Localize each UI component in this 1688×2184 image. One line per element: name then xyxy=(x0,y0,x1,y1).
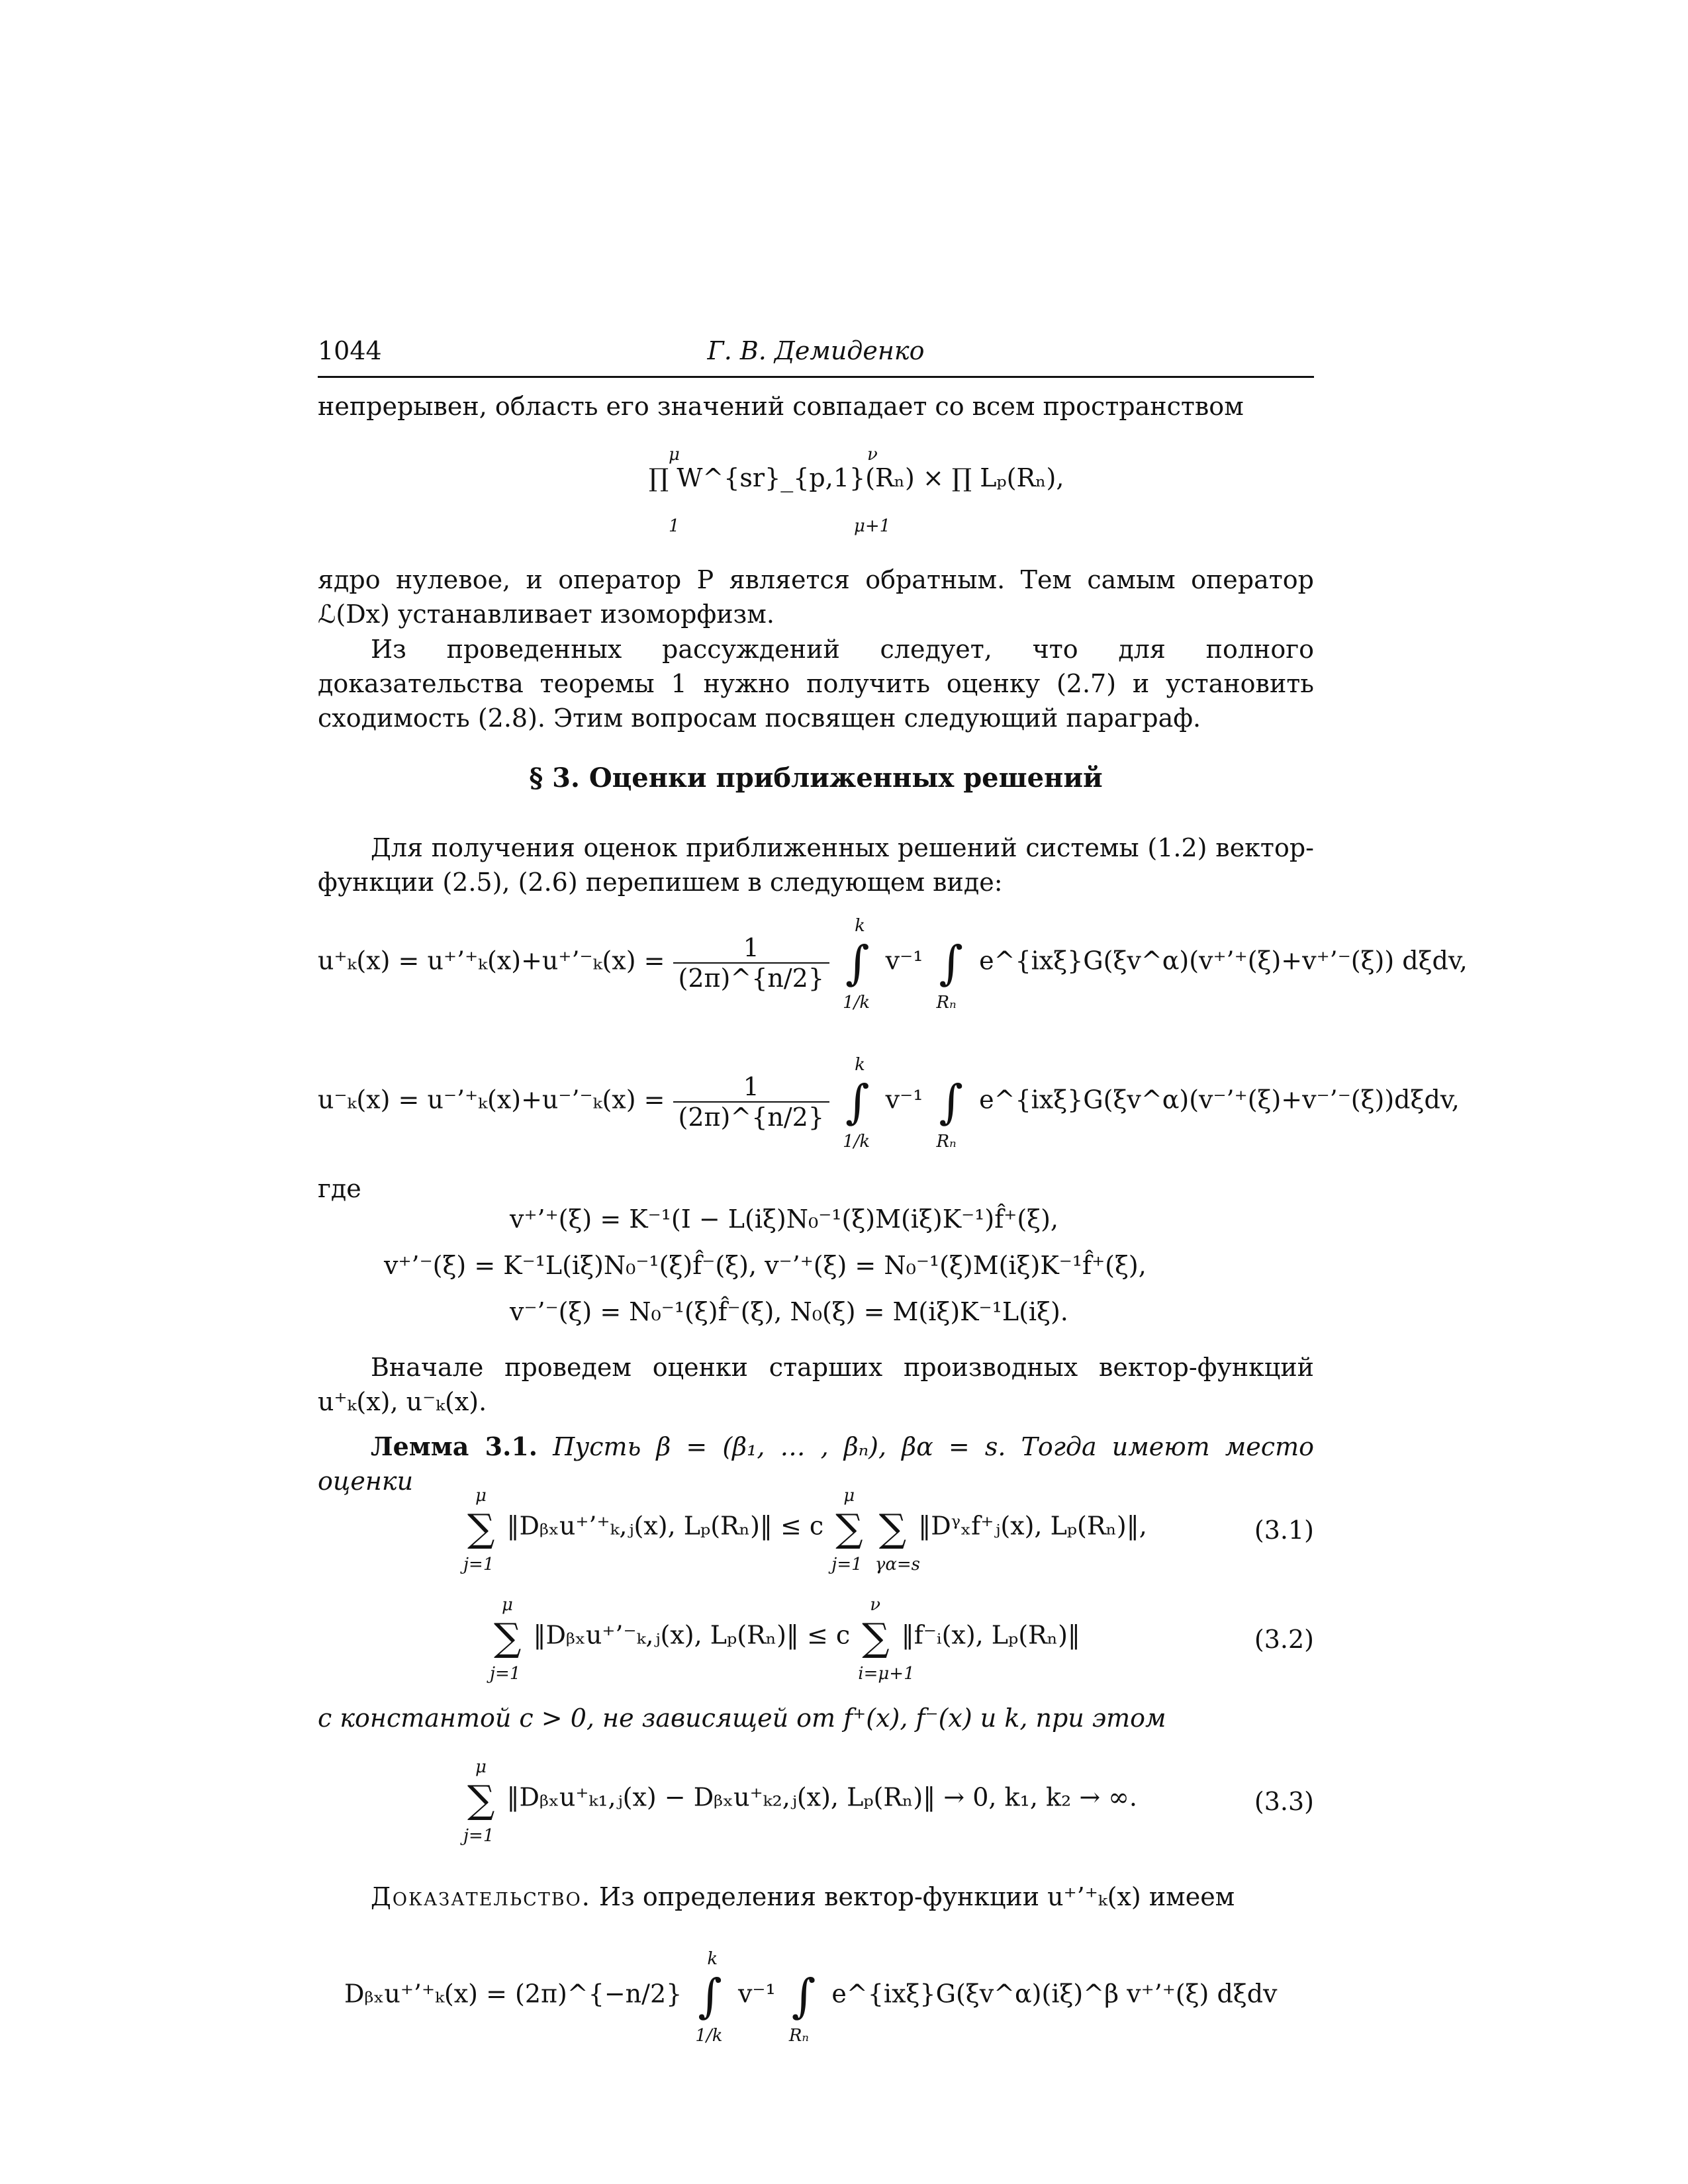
paragraph-6 xyxy=(318,1701,1314,1735)
fraction xyxy=(673,933,829,993)
equation-u-minus xyxy=(318,1055,1460,1152)
section-title: § 3. Оценки приближенных решений xyxy=(529,762,1103,794)
equation-3-3-body: ‖Dᵦₓu⁺ₖ₁,ⱼ(x) − Dᵦₓu⁺ₖ₂,ⱼ(x), Lₚ(Rₙ)‖ → 0, k₁, k₂ → ∞. xyxy=(506,1782,1137,1812)
equation-3-2-tail: ‖f⁻ᵢ(x), Lₚ(Rₙ)‖ xyxy=(901,1620,1080,1650)
limit-one-lower: 1 xyxy=(669,516,680,536)
proof xyxy=(318,1880,1314,1914)
fraction-denominator: (2π)^{n/2} xyxy=(678,964,824,993)
limit-mu-plus-1-lower: μ+1 xyxy=(854,516,891,536)
integral-upper-limit: k xyxy=(707,1949,718,1969)
sum-upper: μ xyxy=(843,1486,855,1506)
sum-lower: γα=s xyxy=(874,1555,921,1574)
equation-v2: v⁺’⁻(ξ) = K⁻¹L(iξ)N₀⁻¹(ξ)f̂⁻(ξ), v⁻’⁺(ξ) = N₀⁻¹(ξ)M(iξ)K⁻¹f̂⁺(ξ), xyxy=(384,1251,1147,1280)
equation-u-minus-rhs: e^{ixξ}G(ξv^α)(v⁻’⁺(ξ)+v⁻’⁻(ξ))dξdv, xyxy=(979,1085,1460,1115)
equation-3-1-body: ‖Dᵦₓu⁺’⁺ₖ,ⱼ(x), Lₚ(Rₙ)‖ ≤ c xyxy=(506,1511,824,1541)
sum-j: ∑ μ j=1 xyxy=(463,1486,495,1574)
integral-outer: ∫ k 1/k xyxy=(695,1949,723,2046)
lemma-label: Лемма 3.1. xyxy=(371,1432,538,1461)
running-header xyxy=(318,336,1314,378)
equation-space-body: ∏ W^{sr}_{p,1}(Rₙ) × ∏ Lₚ(Rₙ), xyxy=(649,463,1064,492)
paragraph-4: Для получения оценок приближенных решений системы (1.2) вектор-функции (2.5), (2.6) перепишем в следующем виде: xyxy=(318,833,1314,897)
equation-u-plus xyxy=(318,916,1468,1013)
sum-lower: j=1 xyxy=(831,1555,863,1574)
equation-number-3-3: (3.3) xyxy=(1254,1787,1314,1816)
integral-outer: ∫ k 1/k xyxy=(843,1055,870,1152)
equation-v3: v⁻’⁻(ξ) = N₀⁻¹(ξ)f̂⁻(ξ), N₀(ξ) = M(iξ)K⁻¹L(iξ). xyxy=(510,1297,1068,1326)
lemma-text: Пусть β = (β₁, … , βₙ), βα = s. Тогда имеют место оценки xyxy=(318,1432,1314,1496)
equation-space xyxy=(649,463,1064,492)
paragraph-1: непрерывен, область его значений совпадает со всем пространством xyxy=(318,392,1244,421)
sum-j: ∑ μ j=1 xyxy=(463,1757,495,1846)
integral-inner: ∫ Rₙ xyxy=(936,1075,964,1152)
integral-lower-limit: 1/k xyxy=(695,2026,723,2046)
equation-u-plus-rhs: e^{ixξ}G(ξv^α)(v⁺’⁺(ξ)+v⁺’⁻(ξ)) dξdv, xyxy=(979,946,1468,976)
sum-upper: μ xyxy=(475,1757,487,1777)
v-inverse: v⁻¹ xyxy=(737,1979,776,2009)
paragraph-3: Из проведенных рассуждений следует, что для полного доказательства теоремы 1 нужно получить оценку (2.7) и установить сходимость (2.8). Этим вопросам посвящен следующий параграф. xyxy=(318,635,1314,733)
sum-lower: i=μ+1 xyxy=(858,1664,915,1684)
equation-final xyxy=(344,1949,1278,2046)
integral-upper-limit: k xyxy=(855,1055,865,1075)
sum-i: ∑ ν i=μ+1 xyxy=(858,1595,915,1684)
page-number: 1044 xyxy=(318,336,382,365)
integral-inner: ∫ Rₙ xyxy=(788,1969,816,2046)
proof-label: Доказательство. xyxy=(371,1882,591,1911)
equation-3-1 xyxy=(463,1486,1147,1574)
sum-gamma: ∑ γα=s xyxy=(874,1506,921,1574)
paragraph-5: Вначале проведем оценки старших производных вектор-функций u⁺ₖ(x), u⁻ₖ(x). xyxy=(318,1353,1314,1416)
equation-v1: v⁺’⁺(ξ) = K⁻¹(I − L(iξ)N₀⁻¹(ξ)M(iξ)K⁻¹)f̂⁺(ξ), xyxy=(510,1205,1059,1234)
proof-text: Из определения вектор-функции u⁺’⁺ₖ(x) имеем xyxy=(598,1882,1235,1911)
sum-j: ∑ μ j=1 xyxy=(831,1486,863,1574)
sum-lower: j=1 xyxy=(463,1555,494,1574)
integral-domain: Rₙ xyxy=(788,2026,809,2046)
sum-lower: j=1 xyxy=(463,1826,494,1846)
fraction-numerator: 1 xyxy=(673,1072,829,1103)
integral-domain: Rₙ xyxy=(936,993,957,1013)
integral-outer: ∫ k 1/k xyxy=(843,916,870,1013)
running-author: Г. В. Демиденко xyxy=(707,336,925,365)
paragraph-6-text: с константой c > 0, не зависящей от f⁺(x), f⁻(x) и k, при этом xyxy=(318,1704,1166,1733)
limit-mu-upper: μ xyxy=(669,445,680,465)
paragraph-2: ядро нулевое, и оператор P является обратным. Тем самым оператор ℒ(Dx) устанавливает изоморфизм. xyxy=(318,565,1314,629)
equation-u-plus-lhs: u⁺ₖ(x) = u⁺’⁺ₖ(x)+u⁺’⁻ₖ(x) = xyxy=(318,946,665,976)
equation-3-2 xyxy=(490,1595,1080,1684)
v-inverse: v⁻¹ xyxy=(885,946,923,976)
equation-final-lhs: Dᵦₓu⁺’⁺ₖ(x) = (2π)^{−n/2} xyxy=(344,1979,682,2009)
fraction-numerator: 1 xyxy=(673,933,829,964)
equation-final-rhs: e^{ixξ}G(ξv^α)(iξ)^β v⁺’⁺(ξ) dξdv xyxy=(831,1979,1278,2009)
sum-lower: j=1 xyxy=(490,1664,521,1684)
integral-lower-limit: 1/k xyxy=(843,1132,870,1152)
where-word: где xyxy=(318,1174,361,1203)
integral-domain: Rₙ xyxy=(936,1132,957,1152)
equation-number-3-1: (3.1) xyxy=(1254,1516,1314,1545)
sum-upper: ν xyxy=(870,1595,881,1615)
fraction xyxy=(673,1072,829,1132)
equation-3-3 xyxy=(463,1757,1137,1846)
limit-nu-upper: ν xyxy=(867,445,878,465)
v-inverse: v⁻¹ xyxy=(885,1085,923,1115)
equation-number-3-2: (3.2) xyxy=(1254,1625,1314,1654)
fraction-denominator: (2π)^{n/2} xyxy=(678,1103,824,1132)
integral-upper-limit: k xyxy=(855,916,865,936)
sum-j: ∑ μ j=1 xyxy=(490,1595,522,1684)
lemma xyxy=(318,1430,1314,1498)
sum-upper: μ xyxy=(502,1595,513,1615)
equation-3-1-tail: ‖Dᵞₓf⁺ⱼ(x), Lₚ(Rₙ)‖, xyxy=(918,1511,1147,1541)
integral-lower-limit: 1/k xyxy=(843,993,870,1013)
sum-upper: μ xyxy=(475,1486,487,1506)
equation-u-minus-lhs: u⁻ₖ(x) = u⁻’⁺ₖ(x)+u⁻’⁻ₖ(x) = xyxy=(318,1085,665,1115)
integral-inner: ∫ Rₙ xyxy=(936,936,964,1013)
equation-3-2-body: ‖Dᵦₓu⁺’⁻ₖ,ⱼ(x), Lₚ(Rₙ)‖ ≤ c xyxy=(533,1620,851,1650)
